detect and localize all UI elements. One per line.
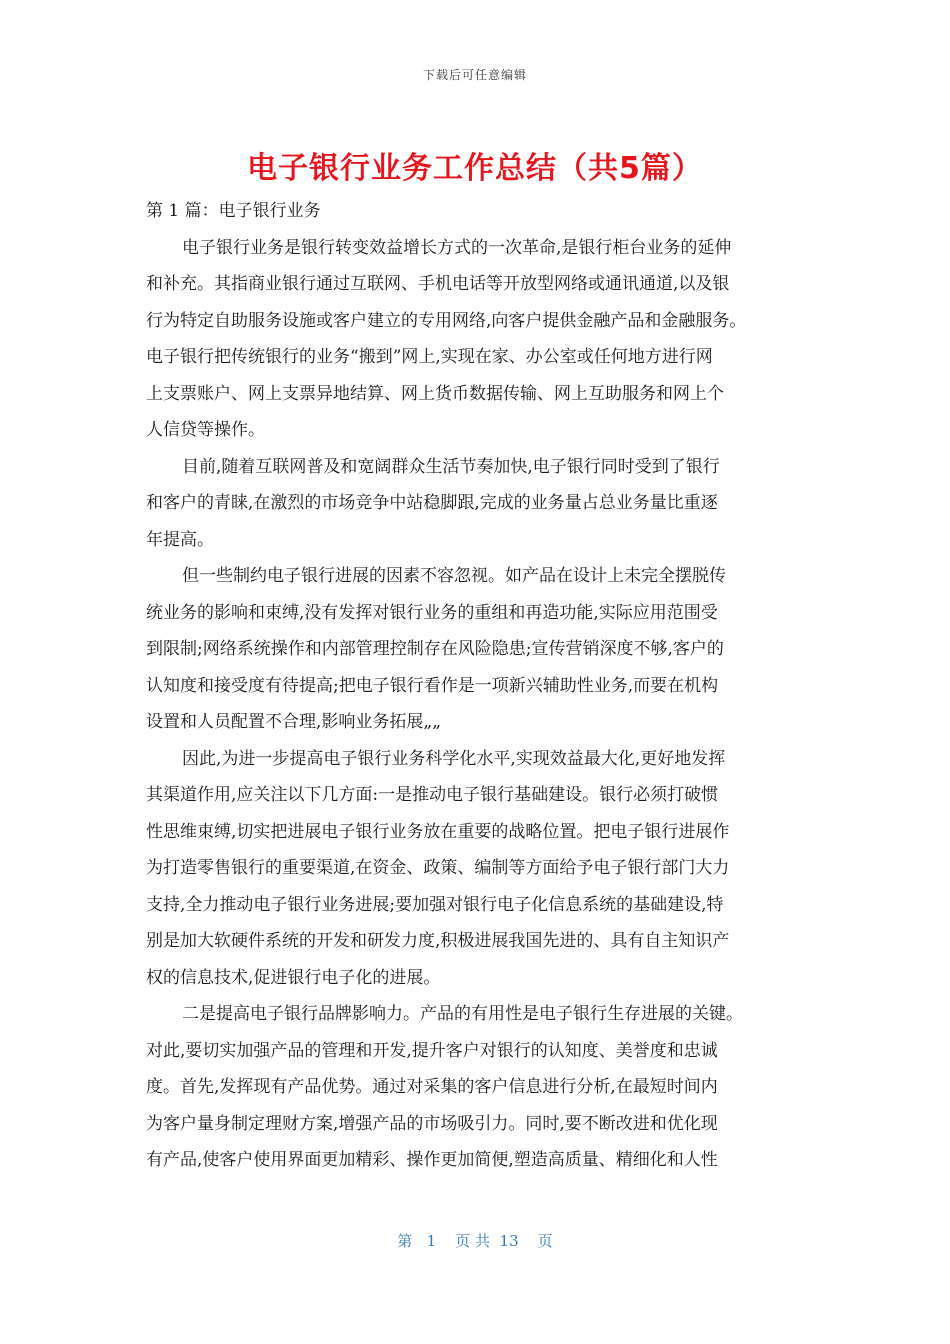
paragraph-line: 设置和人员配置不合理,影响业务拓展„„ [146, 712, 442, 732]
paragraph-line: 度。首先,发挥现有产品优势。通过对采集的客户信息进行分析,在最短时间内 [146, 1077, 718, 1097]
paragraph-line: 目前,随着互联网普及和宽阔群众生活节奏加快,电子银行同时受到了银行 [182, 456, 720, 477]
paragraph-line: 统业务的影响和束缚,没有发挥对银行业务的重组和再造功能,实际应用范围受 [146, 602, 718, 623]
paragraph-line: 性思维束缚,切实把进展电子银行业务放在重要的战略位置。把电子银行进展作 [146, 821, 730, 842]
paragraph-line: 和补充。其指商业银行通过互联网、手机电话等开放型网络或通讯通道,以及银 [146, 274, 730, 294]
paragraph-line: 认知度和接受度有待提高;把电子银行看作是一项新兴辅助性业务,而要在机构 [146, 675, 719, 696]
paragraph-line: 有产品,使客户使用界面更加精彩、操作更加简便,塑造高质量、精细化和人性 [146, 1150, 718, 1170]
page-header-note: 下载后可任意编辑 [422, 68, 527, 82]
paragraph-line: 其渠道作用,应关注以下几方面:一是推动电子银行基础建设。银行必须打破惯 [146, 785, 719, 805]
section-heading: 第 1 篇：电子银行业务 [146, 201, 321, 221]
paragraph [146, 449, 806, 559]
paragraph [146, 558, 806, 741]
paragraph [146, 741, 806, 997]
paragraph-line: 电子银行把传统银行的业务“搬到”网上,实现在家、办公室或任何地方进行网 [146, 347, 713, 367]
paragraph-line: 电子银行业务是银行转变效益增长方式的一次革命,是银行柜台业务的延伸 [182, 237, 732, 258]
paragraph-list [146, 230, 806, 1179]
paragraph-line: 和客户的青睐,在激烈的市场竞争中站稳脚跟,完成的业务量占总业务量比重逐 [146, 493, 718, 513]
paragraph [146, 230, 806, 449]
paragraph-line: 人信贷等操作。 [146, 420, 265, 440]
paragraph-line: 因此,为进一步提高电子银行业务科学化水平,实现效益最大化,更好地发挥 [182, 748, 726, 769]
paragraph-line: 别是加大软硬件系统的开发和研发力度,积极进展我国先进的、具有自主知识产 [146, 931, 730, 951]
paragraph-line: 为客户量身制定理财方案,增强产品的市场吸引力。同时,要不断改进和优化现 [146, 1113, 718, 1134]
paragraph-line: 但一些制约电子银行进展的因素不容忽视。如产品在设计上未完全摆脱传 [182, 566, 726, 586]
paragraph-line: 为打造零售银行的重要渠道,在资金、政策、编制等方面给予电子银行部门大力 [146, 858, 730, 878]
page-footer: 第 1 页 共 13 页 [397, 1232, 553, 1250]
document-title: 电子银行业务工作总结（共5篇） [247, 151, 703, 186]
paragraph-line: 权的信息技术,促进银行电子化的进展。 [146, 967, 441, 988]
paragraph-line: 对此,要切实加强产品的管理和开发,提升客户对银行的认知度、美誉度和忠诚 [146, 1040, 718, 1061]
paragraph-line: 行为特定自助服务设施或客户建立的专用网络,向客户提供金融产品和金融服务。 [146, 310, 747, 331]
paragraph-line: 二是提高电子银行品牌影响力。产品的有用性是电子银行生存进展的关键。 [182, 1004, 743, 1024]
paragraph-line: 年提高。 [146, 529, 214, 550]
paragraph-line: 支持,全力推动电子银行业务进展;要加强对银行电子化信息系统的基础建设,特 [146, 894, 724, 915]
document-body [146, 193, 806, 1179]
paragraph-line: 到限制;网络系统操作和内部管理控制存在风险隐患;宣传营销深度不够,客户的 [146, 639, 724, 659]
paragraph [146, 996, 806, 1179]
paragraph-line: 上支票账户、网上支票异地结算、网上货币数据传输、网上互助服务和网上个 [146, 383, 724, 404]
